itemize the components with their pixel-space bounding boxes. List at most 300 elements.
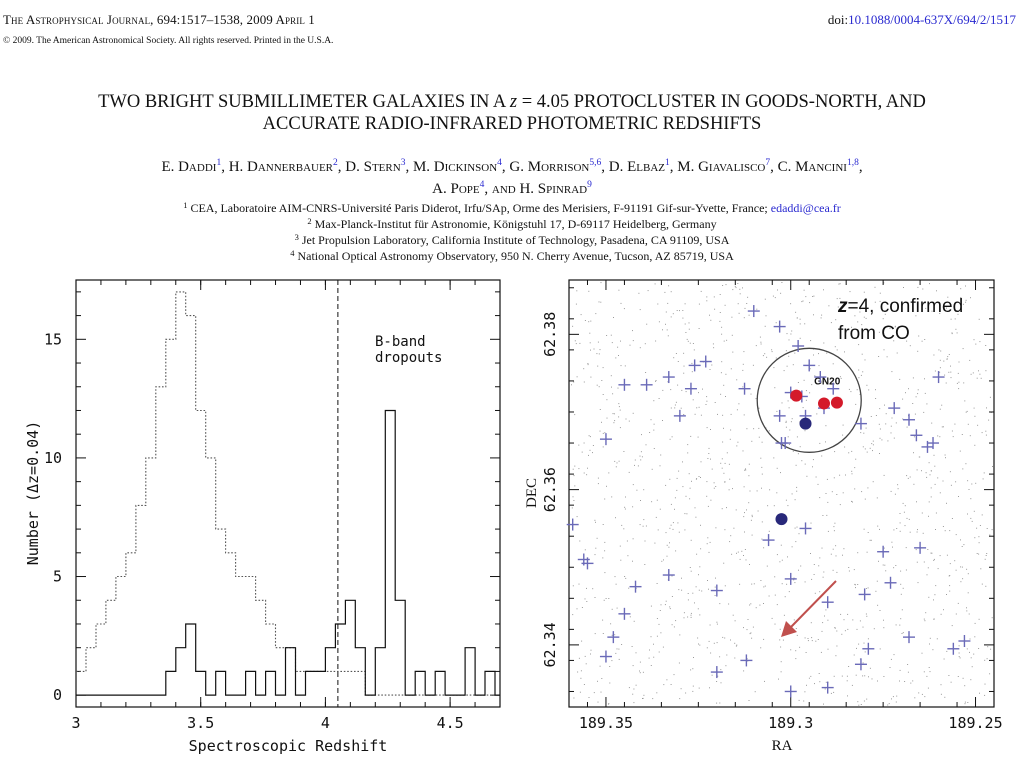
background-source-dot	[706, 296, 707, 297]
background-source-dot	[748, 619, 749, 620]
background-source-dot	[583, 368, 584, 369]
background-source-dot	[834, 530, 835, 531]
background-source-dot	[946, 651, 947, 652]
background-source-dot	[659, 652, 660, 653]
background-source-dot	[788, 400, 789, 401]
background-source-dot	[924, 671, 925, 672]
background-source-dot	[657, 583, 658, 584]
background-source-dot	[724, 341, 725, 342]
background-source-dot	[595, 548, 596, 549]
background-source-dot	[917, 351, 918, 352]
background-source-dot	[795, 541, 796, 542]
background-source-dot	[572, 326, 573, 327]
author-affiliation-ref[interactable]: 1,8	[846, 158, 859, 168]
background-source-dot	[893, 567, 894, 568]
background-source-dot	[847, 614, 848, 615]
background-source-dot	[922, 289, 923, 290]
author-affiliation-ref[interactable]: 4	[479, 180, 485, 190]
background-source-dot	[941, 405, 942, 406]
background-source-dot	[981, 378, 982, 379]
background-source-dot	[791, 331, 792, 332]
background-source-dot	[872, 678, 873, 679]
background-source-dot	[865, 448, 866, 449]
background-source-dot	[974, 537, 975, 538]
background-source-dot	[916, 501, 917, 502]
background-source-dot	[708, 589, 709, 590]
background-source-dot	[602, 620, 603, 621]
background-source-dot	[812, 640, 813, 641]
background-source-dot	[659, 398, 660, 399]
background-source-dot	[896, 624, 897, 625]
background-source-dot	[627, 541, 628, 542]
background-source-dot	[805, 581, 806, 582]
background-source-dot	[692, 593, 693, 594]
background-source-dot	[608, 472, 609, 473]
background-source-dot	[874, 628, 875, 629]
background-source-dot	[880, 648, 881, 649]
background-source-dot	[592, 452, 593, 453]
author-affiliation-ref[interactable]: 9	[587, 180, 592, 190]
background-source-dot	[623, 451, 624, 452]
background-source-dot	[756, 398, 757, 399]
background-source-dot	[674, 509, 675, 510]
background-source-dot	[929, 462, 930, 463]
background-source-dot	[924, 378, 925, 379]
background-source-dot	[679, 634, 680, 635]
background-source-dot	[959, 362, 960, 363]
background-source-dot	[900, 571, 901, 572]
background-source-dot	[900, 670, 901, 671]
author-affiliation-ref[interactable]: 5,6	[589, 158, 602, 168]
author-affiliation-ref[interactable]: 1	[664, 158, 670, 168]
background-source-dot	[935, 371, 936, 372]
background-source-dot	[794, 619, 795, 620]
background-source-dot	[627, 555, 628, 556]
background-source-dot	[927, 574, 928, 575]
background-source-dot	[682, 318, 683, 319]
background-source-dot	[948, 372, 949, 373]
background-source-dot	[671, 316, 672, 317]
background-source-dot	[834, 451, 835, 452]
background-source-dot	[877, 526, 878, 527]
background-source-dot	[866, 614, 867, 615]
background-source-dot	[731, 317, 732, 318]
author-name: A. Pope	[432, 181, 480, 197]
background-source-dot	[752, 516, 753, 517]
title-line1-b: = 4.05 PROTOCLUSTER IN GOODS-NORTH, AND	[517, 92, 926, 112]
background-source-dot	[615, 517, 616, 518]
background-source-dot	[821, 315, 822, 316]
background-source-dot	[585, 656, 586, 657]
background-source-dot	[614, 461, 615, 462]
background-source-dot	[835, 545, 836, 546]
background-source-dot	[940, 360, 941, 361]
background-source-dot	[965, 302, 966, 303]
background-source-dot	[653, 657, 654, 658]
background-source-dot	[799, 533, 800, 534]
background-source-dot	[967, 514, 968, 515]
background-source-dot	[726, 655, 727, 656]
background-source-dot	[893, 529, 894, 530]
background-source-dot	[940, 351, 941, 352]
background-source-dot	[967, 480, 968, 481]
background-source-dot	[696, 554, 697, 555]
background-source-dot	[717, 414, 718, 415]
background-source-dot	[902, 399, 903, 400]
background-source-dot	[688, 599, 689, 600]
background-source-dot	[673, 357, 674, 358]
author-name: D. Elbaz	[608, 159, 665, 175]
background-source-dot	[653, 430, 654, 431]
background-source-dot	[715, 578, 716, 579]
author-name: C. Mancini	[777, 159, 847, 175]
galaxy-dot	[790, 390, 802, 402]
background-source-dot	[791, 421, 792, 422]
background-source-dot	[735, 286, 736, 287]
background-source-dot	[866, 588, 867, 589]
background-source-dot	[621, 525, 622, 526]
background-source-dot	[787, 505, 788, 506]
background-source-dot	[951, 377, 952, 378]
background-source-dot	[786, 421, 787, 422]
background-source-dot	[684, 513, 685, 514]
background-source-dot	[633, 413, 634, 414]
background-source-dot	[724, 529, 725, 530]
background-source-dot	[698, 608, 699, 609]
background-source-dot	[857, 552, 858, 553]
background-source-dot	[847, 695, 848, 696]
background-source-dot	[787, 556, 788, 557]
background-source-dot	[660, 509, 661, 510]
email-link[interactable]: edaddi@cea.fr	[770, 201, 841, 215]
background-source-dot	[921, 470, 922, 471]
background-source-dot	[865, 359, 866, 360]
background-source-dot	[804, 380, 805, 381]
background-source-dot	[962, 567, 963, 568]
background-source-dot	[823, 572, 824, 573]
background-source-dot	[822, 622, 823, 623]
background-source-dot	[931, 553, 932, 554]
histogram-ytick-label: 15	[43, 330, 62, 349]
background-source-dot	[581, 314, 582, 315]
background-source-dot	[611, 375, 612, 376]
background-source-dot	[651, 501, 652, 502]
background-source-dot	[715, 402, 716, 403]
background-source-dot	[750, 603, 751, 604]
background-source-dot	[675, 497, 676, 498]
background-source-dot	[643, 672, 644, 673]
background-source-dot	[572, 507, 573, 508]
background-source-dot	[943, 426, 944, 427]
background-source-dot	[662, 420, 663, 421]
background-source-dot	[803, 407, 804, 408]
affiliation-line	[0, 248, 1024, 264]
background-source-dot	[598, 702, 599, 703]
background-source-dot	[708, 506, 709, 507]
background-source-dot	[750, 633, 751, 634]
background-source-dot	[894, 438, 895, 439]
background-source-dot	[982, 514, 983, 515]
background-source-dot	[747, 629, 748, 630]
background-source-dot	[947, 358, 948, 359]
background-source-dot	[660, 632, 661, 633]
background-source-dot	[744, 470, 745, 471]
affiliation-list	[0, 200, 1024, 264]
background-source-dot	[936, 290, 937, 291]
background-source-dot	[833, 692, 834, 693]
background-source-dot	[617, 608, 618, 609]
background-source-dot	[707, 580, 708, 581]
sky-xtick-label: 189.25	[948, 714, 1003, 732]
background-source-dot	[691, 617, 692, 618]
background-source-dot	[884, 349, 885, 350]
background-source-dot	[946, 383, 947, 384]
background-source-dot	[983, 478, 984, 479]
background-source-dot	[863, 627, 864, 628]
author-affiliation-ref[interactable]: 2	[333, 158, 338, 168]
background-source-dot	[886, 413, 887, 414]
background-source-dot	[885, 423, 886, 424]
background-source-dot	[729, 479, 730, 480]
background-source-dot	[930, 638, 931, 639]
background-source-dot	[618, 388, 619, 389]
background-source-dot	[862, 675, 863, 676]
background-source-dot	[849, 389, 850, 390]
background-source-dot	[720, 294, 721, 295]
background-source-dot	[661, 561, 662, 562]
background-source-dot	[652, 469, 653, 470]
background-source-dot	[891, 491, 892, 492]
background-source-dot	[913, 377, 914, 378]
background-source-dot	[691, 615, 692, 616]
background-source-dot	[959, 656, 960, 657]
background-source-dot	[630, 345, 631, 346]
background-source-dot	[818, 484, 819, 485]
background-source-dot	[742, 370, 743, 371]
background-source-dot	[636, 652, 637, 653]
background-source-dot	[594, 692, 595, 693]
background-source-dot	[582, 452, 583, 453]
background-source-dot	[825, 425, 826, 426]
doi-link[interactable]: 10.1088/0004-637X/694/2/1517	[848, 12, 1016, 27]
background-source-dot	[863, 662, 864, 663]
background-source-dot	[861, 491, 862, 492]
background-source-dot	[760, 337, 761, 338]
background-source-dot	[825, 689, 826, 690]
background-source-dot	[743, 351, 744, 352]
background-source-dot	[777, 554, 778, 555]
background-source-dot	[895, 494, 896, 495]
author-affiliation-ref[interactable]: 4	[497, 158, 502, 168]
background-source-dot	[935, 585, 936, 586]
doi-prefix: doi:	[827, 12, 849, 27]
background-source-dot	[879, 424, 880, 425]
background-source-dot	[828, 649, 829, 650]
background-source-dot	[801, 460, 802, 461]
background-source-dot	[651, 419, 652, 420]
background-source-dot	[744, 532, 745, 533]
background-source-dot	[967, 702, 968, 703]
background-source-dot	[833, 363, 834, 364]
background-source-dot	[822, 548, 823, 549]
background-source-dot	[619, 461, 620, 462]
background-source-dot	[878, 561, 879, 562]
background-source-dot	[851, 451, 852, 452]
background-source-dot	[955, 481, 956, 482]
affiliation-number: 3	[294, 232, 299, 242]
background-source-dot	[725, 585, 726, 586]
background-source-dot	[775, 297, 776, 298]
background-source-dot	[606, 486, 607, 487]
background-source-dot	[964, 685, 965, 686]
background-source-dot	[662, 390, 663, 391]
background-source-dot	[970, 297, 971, 298]
background-source-dot	[667, 329, 668, 330]
background-source-dot	[630, 616, 631, 617]
background-source-dot	[754, 583, 755, 584]
background-source-dot	[588, 321, 589, 322]
background-source-dot	[603, 367, 604, 368]
background-source-dot	[597, 366, 598, 367]
background-source-dot	[884, 548, 885, 549]
background-source-dot	[725, 463, 726, 464]
background-source-dot	[950, 563, 951, 564]
background-source-dot	[719, 656, 720, 657]
background-source-dot	[857, 629, 858, 630]
background-source-dot	[966, 607, 967, 608]
background-source-dot	[663, 647, 664, 648]
background-source-dot	[984, 660, 985, 661]
background-source-dot	[784, 615, 785, 616]
background-source-dot	[679, 698, 680, 699]
background-source-dot	[799, 647, 800, 648]
background-source-dot	[571, 384, 572, 385]
background-source-dot	[896, 696, 897, 697]
background-source-dot	[867, 552, 868, 553]
author-affiliation-ref[interactable]: 7	[765, 158, 771, 168]
background-source-dot	[798, 382, 799, 383]
background-source-dot	[699, 476, 700, 477]
background-source-dot	[582, 607, 583, 608]
background-source-dot	[816, 413, 817, 414]
background-source-dot	[967, 411, 968, 412]
background-source-dot	[745, 549, 746, 550]
background-source-dot	[968, 592, 969, 593]
background-source-dot	[659, 321, 660, 322]
background-source-dot	[596, 353, 597, 354]
background-source-dot	[715, 587, 716, 588]
background-source-dot	[774, 576, 775, 577]
background-source-dot	[693, 686, 694, 687]
background-source-dot	[873, 481, 874, 482]
background-source-dot	[786, 350, 787, 351]
background-source-dot	[749, 464, 750, 465]
background-source-dot	[716, 622, 717, 623]
author-name: H. Spinrad	[519, 181, 588, 197]
author-separator: ,	[221, 159, 229, 175]
background-source-dot	[836, 494, 837, 495]
background-source-dot	[945, 530, 946, 531]
background-source-dot	[609, 683, 610, 684]
background-source-dot	[809, 678, 810, 679]
background-source-dot	[732, 335, 733, 336]
author-affiliation-ref[interactable]: 1	[216, 158, 222, 168]
background-source-dot	[577, 516, 578, 517]
background-source-dot	[691, 481, 692, 482]
background-source-dot	[712, 469, 713, 470]
background-source-dot	[843, 548, 844, 549]
histogram-frame	[76, 280, 500, 707]
background-source-dot	[640, 524, 641, 525]
background-source-dot	[706, 404, 707, 405]
background-source-dot	[933, 560, 934, 561]
background-source-dot	[751, 441, 752, 442]
background-source-dot	[711, 365, 712, 366]
background-source-dot	[615, 576, 616, 577]
background-source-dot	[639, 671, 640, 672]
background-source-dot	[763, 639, 764, 640]
background-source-dot	[682, 461, 683, 462]
background-source-dot	[611, 387, 612, 388]
background-source-dot	[834, 627, 835, 628]
background-source-dot	[734, 658, 735, 659]
background-source-dot	[634, 621, 635, 622]
background-source-dot	[709, 641, 710, 642]
background-source-dot	[887, 356, 888, 357]
background-source-dot	[746, 303, 747, 304]
background-source-dot	[575, 340, 576, 341]
background-source-dot	[716, 681, 717, 682]
background-source-dot	[965, 702, 966, 703]
background-source-dot	[774, 505, 775, 506]
background-source-dot	[576, 304, 577, 305]
background-source-dot	[987, 646, 988, 647]
background-source-dot	[726, 284, 727, 285]
background-source-dot	[670, 439, 671, 440]
background-source-dot	[974, 511, 975, 512]
background-source-dot	[743, 670, 744, 671]
histogram-annotation-line2: dropouts	[375, 350, 443, 366]
background-source-dot	[693, 657, 694, 658]
background-source-dot	[937, 638, 938, 639]
background-source-dot	[873, 441, 874, 442]
background-source-dot	[720, 669, 721, 670]
background-source-dot	[721, 682, 722, 683]
background-source-dot	[728, 604, 729, 605]
background-source-dot	[855, 587, 856, 588]
background-source-dot	[837, 349, 838, 350]
background-source-dot	[936, 513, 937, 514]
background-source-dot	[713, 347, 714, 348]
background-source-dot	[954, 424, 955, 425]
author-separator: ,	[501, 159, 510, 175]
background-source-dot	[748, 502, 749, 503]
background-source-dot	[588, 364, 589, 365]
background-source-dot	[795, 658, 796, 659]
background-source-dot	[969, 360, 970, 361]
background-source-dot	[979, 341, 980, 342]
background-source-dot	[710, 369, 711, 370]
background-source-dot	[912, 403, 913, 404]
histogram-ticks	[76, 280, 500, 707]
background-source-dot	[773, 296, 774, 297]
author-separator: ,	[337, 159, 346, 175]
background-source-dot	[601, 422, 602, 423]
background-source-dot	[908, 388, 909, 389]
background-source-dot	[689, 329, 690, 330]
background-source-dot	[693, 343, 694, 344]
author-affiliation-ref[interactable]: 3	[400, 158, 406, 168]
